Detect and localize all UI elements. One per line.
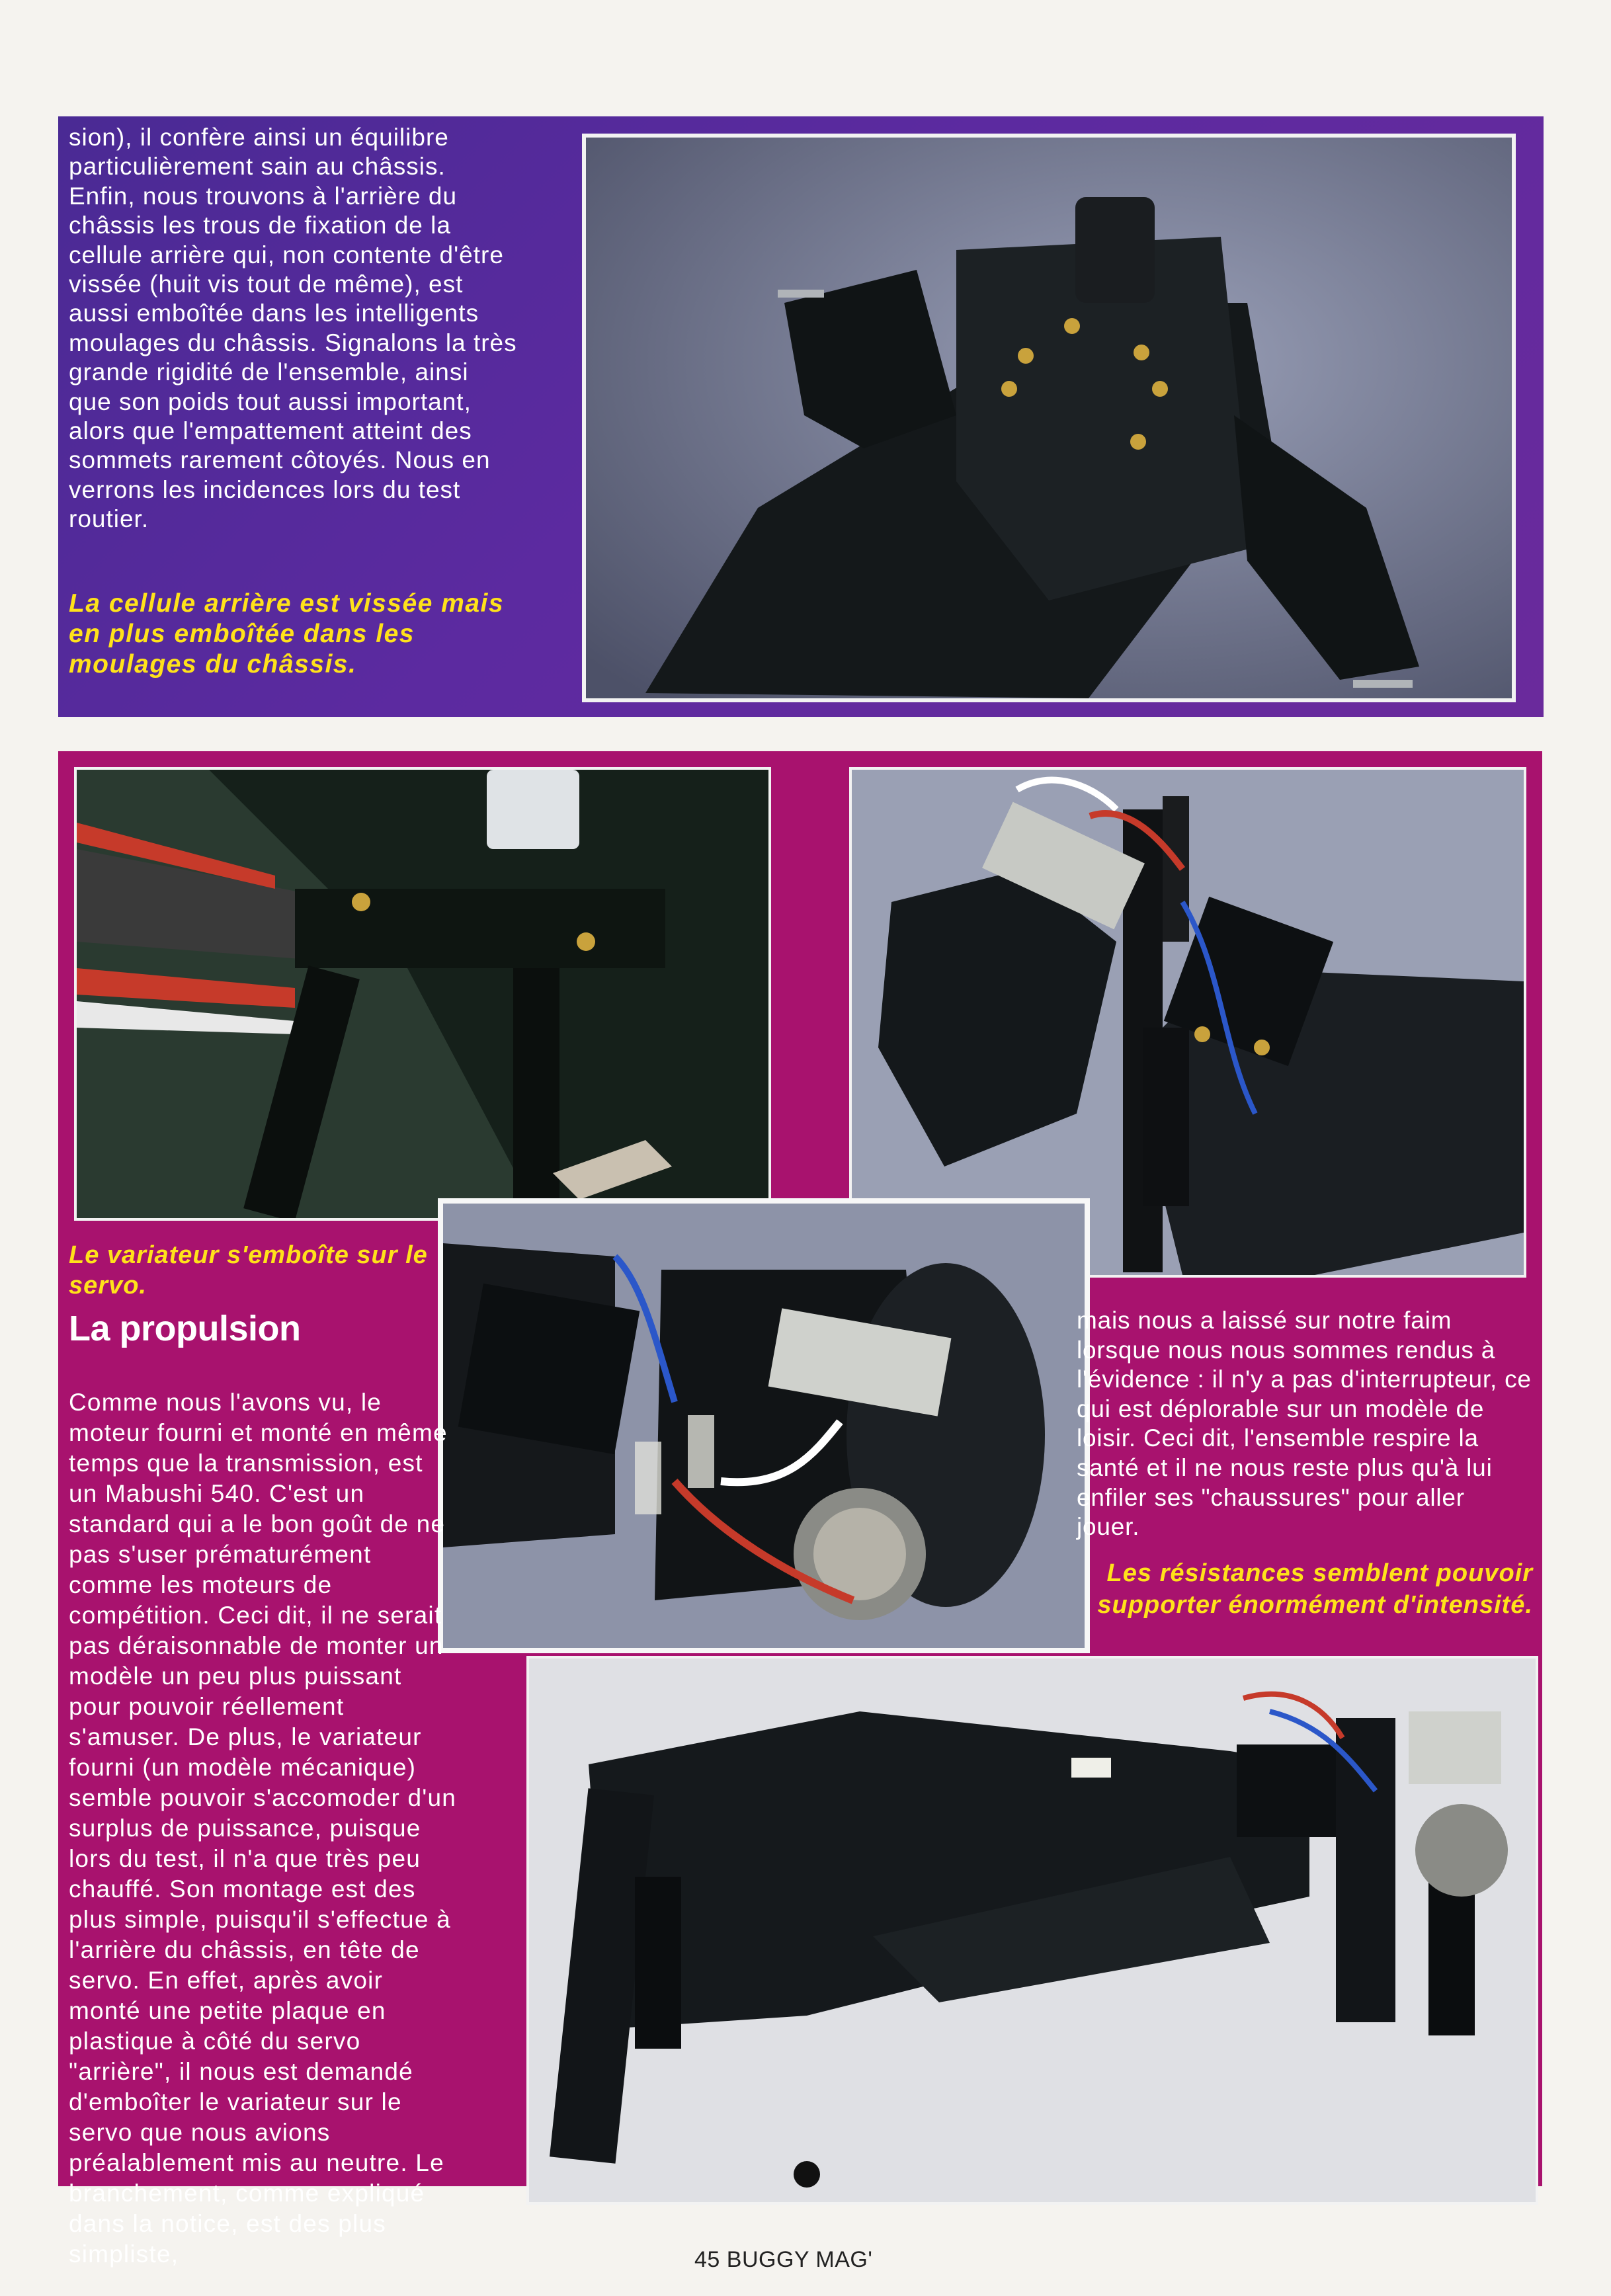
page-footer: 45 BUGGY MAG' <box>694 2247 873 2272</box>
body-paragraph-left: Comme nous l'avons vu, le moteur fourni et monté en même temps que la transmission, est un Mabushi 540. C'est un standard qui a le bon goût de ne pas s'user prématurément comme les moteurs de compétition. Ceci dit, il ne serait pas déraisonnable de monter un modèle un peu plus puissant pour pouvoir réellement s'amuser. De plus, le variateur fourni (un modèle mécanique) semble pouvoir s'accomoder d'un surplus de puissance, puisque lors du test, il n'a que très peu chauffé. Son montage est des plus simple, puisqu'il s'effectue à l'arrière du châssis, en tête de servo. En effet, après avoir monté une petite plaque en plastique à côté du servo "arrière", il nous est demandé d'emboîter le variateur sur le servo que nous avions préalablement mis au neutre. Le branchement, comme expliqué dans la notice, est des plus simpliste, <box>69 1389 457 2268</box>
photo-rear-cell <box>582 134 1516 702</box>
section-heading: La propulsion <box>69 1309 301 1348</box>
photo-caption-variateur: Le variateur s'emboîte sur le servo. <box>69 1241 428 1299</box>
photo-caption-resistances: Les résistances semblent pouvoir supporter énormément d'intensité. <box>1097 1559 1533 1619</box>
photo-full-chassis <box>526 1656 1538 2205</box>
photo-variateur-servo <box>74 767 771 1221</box>
body-paragraph-right: mais nous a laissé sur notre faim lorsque nous nous sommes rendus à l'évidence : il n'y a pas d'interrupteur, ce qui est déplorable sur un modèle de loisir. Ceci dit, l'ensemble respire la santé et il ne nous reste plus qu'à lui enfiler ses "chaussures" pour aller jouer. <box>1077 1307 1532 1541</box>
photo-caption-rear-cell: La cellule arrière est vissée mais en plus emboîtée dans les moulages du châssis. <box>69 589 505 678</box>
intro-paragraph: sion), il confère ainsi un équilibre particulièrement sain au châssis. Enfin, nous trouvons à l'arrière du châssis les trous de fixation de la cellule arrière qui, non contente d'être vissée (huit vis tout de même), est aussi emboîtée dans les intelligents moulages du châssis. Signalons la très grande rigidité de l'ensemble, ainsi que son poids tout aussi important, alors que l'empattement atteint des sommets rarement côtoyés. Nous en verrons les incidences lors du test routier. <box>69 124 517 533</box>
photo-motor <box>438 1198 1090 1653</box>
